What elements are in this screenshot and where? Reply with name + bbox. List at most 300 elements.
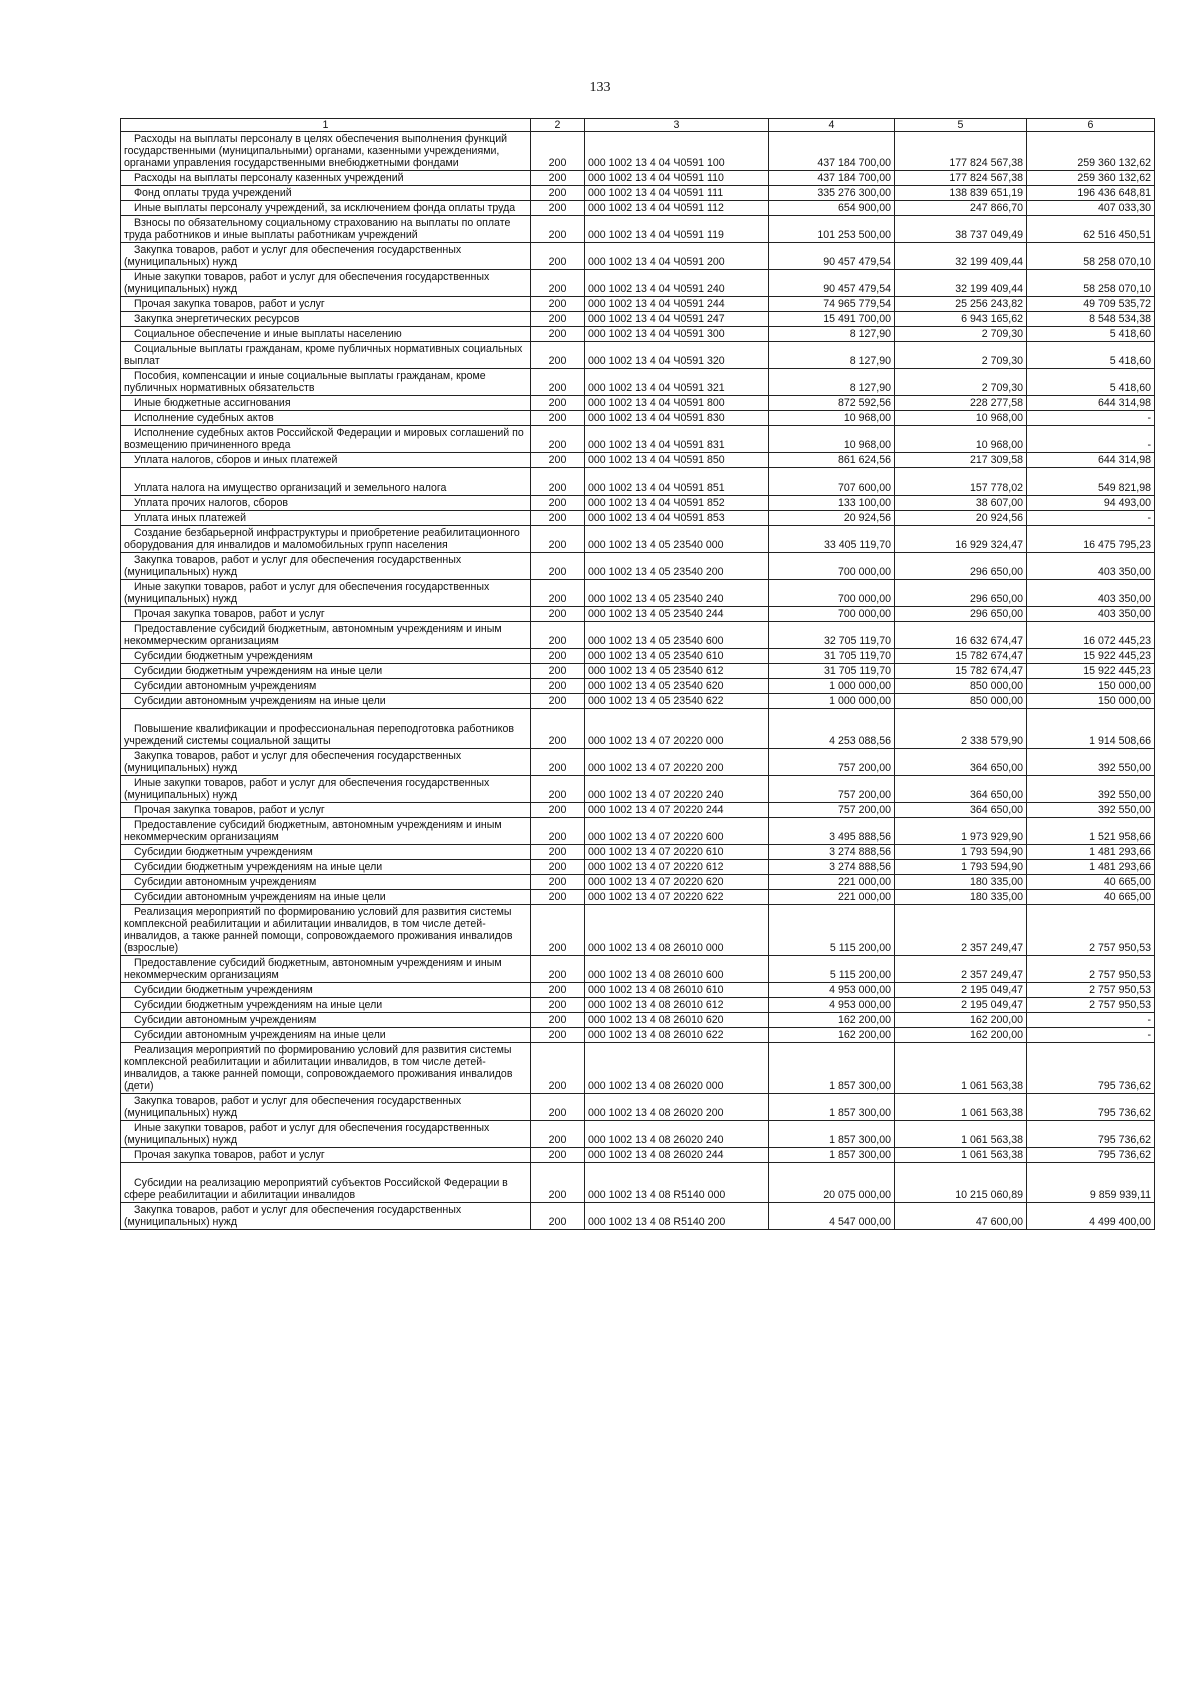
row-executed-amount: 2 338 579,90 (895, 709, 1027, 749)
row-line-code: 200 (531, 201, 585, 216)
row-line-code: 200 (531, 526, 585, 553)
row-remaining-amount: 795 736,62 (1027, 1121, 1155, 1148)
row-line-code: 200 (531, 1094, 585, 1121)
row-description: Прочая закупка товаров, работ и услуг (121, 803, 531, 818)
row-remaining-amount: 644 314,98 (1027, 453, 1155, 468)
row-approved-amount: 90 457 479,54 (769, 270, 895, 297)
row-description: Иные выплаты персоналу учреждений, за исключением фонда оплаты труда (121, 201, 531, 216)
column-header: 1 (121, 119, 531, 132)
row-approved-amount: 32 705 119,70 (769, 622, 895, 649)
table-row (121, 694, 1155, 709)
row-line-code: 200 (531, 396, 585, 411)
table-row (121, 803, 1155, 818)
row-budget-code: 000 1002 13 4 05 23540 244 (585, 607, 769, 622)
table-row (121, 845, 1155, 860)
table-row (121, 983, 1155, 998)
row-remaining-amount: 1 481 293,66 (1027, 860, 1155, 875)
table-row (121, 553, 1155, 580)
row-line-code: 200 (531, 1028, 585, 1043)
table-row (121, 369, 1155, 396)
row-executed-amount: 1 793 594,90 (895, 845, 1027, 860)
row-budget-code: 000 1002 13 4 08 R5140 200 (585, 1203, 769, 1230)
row-budget-code: 000 1002 13 4 08 26020 000 (585, 1043, 769, 1094)
row-budget-code: 000 1002 13 4 08 26010 620 (585, 1013, 769, 1028)
row-approved-amount: 3 495 888,56 (769, 818, 895, 845)
row-executed-amount: 296 650,00 (895, 580, 1027, 607)
row-description: Закупка товаров, работ и услуг для обеспечения государственных (муниципальных) нужд (121, 1203, 531, 1230)
row-line-code: 200 (531, 694, 585, 709)
row-line-code: 200 (531, 1163, 585, 1203)
row-budget-code: 000 1002 13 4 08 26010 600 (585, 956, 769, 983)
row-budget-code: 000 1002 13 4 05 23540 612 (585, 664, 769, 679)
table-row (121, 749, 1155, 776)
row-executed-amount: 217 309,58 (895, 453, 1027, 468)
row-description: Социальные выплаты гражданам, кроме публичных нормативных социальных выплат (121, 342, 531, 369)
row-description: Закупка товаров, работ и услуг для обеспечения государственных (муниципальных) нужд (121, 243, 531, 270)
row-line-code: 200 (531, 453, 585, 468)
row-approved-amount: 162 200,00 (769, 1028, 895, 1043)
row-remaining-amount: 16 475 795,23 (1027, 526, 1155, 553)
row-line-code: 200 (531, 649, 585, 664)
row-remaining-amount: 94 493,00 (1027, 496, 1155, 511)
row-executed-amount: 850 000,00 (895, 679, 1027, 694)
row-description: Прочая закупка товаров, работ и услуг (121, 1148, 531, 1163)
row-executed-amount: 2 709,30 (895, 327, 1027, 342)
table-row (121, 998, 1155, 1013)
row-remaining-amount: 2 757 950,53 (1027, 983, 1155, 998)
row-budget-code: 000 1002 13 4 07 20220 612 (585, 860, 769, 875)
row-budget-code: 000 1002 13 4 04 Ч0591 800 (585, 396, 769, 411)
row-line-code: 200 (531, 426, 585, 453)
row-approved-amount: 4 953 000,00 (769, 998, 895, 1013)
row-remaining-amount: 795 736,62 (1027, 1094, 1155, 1121)
row-budget-code: 000 1002 13 4 04 Ч0591 852 (585, 496, 769, 511)
row-remaining-amount: 40 665,00 (1027, 875, 1155, 890)
row-approved-amount: 654 900,00 (769, 201, 895, 216)
row-line-code: 200 (531, 749, 585, 776)
row-line-code: 200 (531, 664, 585, 679)
row-approved-amount: 1 857 300,00 (769, 1043, 895, 1094)
table-row (121, 270, 1155, 297)
table-row (121, 1148, 1155, 1163)
row-line-code: 200 (531, 709, 585, 749)
row-description: Уплата налога на имущество организаций и земельного налога (121, 468, 531, 496)
table-row (121, 132, 1155, 171)
row-description: Закупка энергетических ресурсов (121, 312, 531, 327)
row-approved-amount: 20 924,56 (769, 511, 895, 526)
row-remaining-amount: 2 757 950,53 (1027, 905, 1155, 956)
row-budget-code: 000 1002 13 4 04 Ч0591 111 (585, 186, 769, 201)
row-executed-amount: 180 335,00 (895, 890, 1027, 905)
row-line-code: 200 (531, 860, 585, 875)
row-remaining-amount: - (1027, 1028, 1155, 1043)
row-line-code: 200 (531, 622, 585, 649)
row-executed-amount: 2 357 249,47 (895, 956, 1027, 983)
row-executed-amount: 1 061 563,38 (895, 1043, 1027, 1094)
row-description: Уплата иных платежей (121, 511, 531, 526)
row-line-code: 200 (531, 243, 585, 270)
row-description: Предоставление субсидий бюджетным, автономным учреждениям и иным некоммерческим организациям (121, 622, 531, 649)
row-executed-amount: 296 650,00 (895, 607, 1027, 622)
row-remaining-amount: 2 757 950,53 (1027, 956, 1155, 983)
row-budget-code: 000 1002 13 4 08 26010 000 (585, 905, 769, 956)
row-approved-amount: 133 100,00 (769, 496, 895, 511)
table-row (121, 453, 1155, 468)
row-approved-amount: 74 965 779,54 (769, 297, 895, 312)
row-line-code: 200 (531, 327, 585, 342)
row-line-code: 200 (531, 270, 585, 297)
row-line-code: 200 (531, 1043, 585, 1094)
row-description: Иные закупки товаров, работ и услуг для обеспечения государственных (муниципальных) нужд (121, 580, 531, 607)
row-remaining-amount: 40 665,00 (1027, 890, 1155, 905)
row-remaining-amount: 403 350,00 (1027, 607, 1155, 622)
row-budget-code: 000 1002 13 4 04 Ч0591 247 (585, 312, 769, 327)
row-description: Субсидии бюджетным учреждениям (121, 845, 531, 860)
row-remaining-amount: 795 736,62 (1027, 1148, 1155, 1163)
table-row (121, 580, 1155, 607)
page-number: 133 (589, 80, 611, 95)
table-row (121, 171, 1155, 186)
row-remaining-amount: 259 360 132,62 (1027, 132, 1155, 171)
row-executed-amount: 16 632 674,47 (895, 622, 1027, 649)
row-executed-amount: 1 793 594,90 (895, 860, 1027, 875)
row-description: Закупка товаров, работ и услуг для обеспечения государственных (муниципальных) нужд (121, 553, 531, 580)
row-budget-code: 000 1002 13 4 08 26020 200 (585, 1094, 769, 1121)
row-approved-amount: 1 857 300,00 (769, 1094, 895, 1121)
row-budget-code: 000 1002 13 4 05 23540 620 (585, 679, 769, 694)
row-approved-amount: 162 200,00 (769, 1013, 895, 1028)
row-line-code: 200 (531, 369, 585, 396)
row-approved-amount: 437 184 700,00 (769, 132, 895, 171)
row-description: Фонд оплаты труда учреждений (121, 186, 531, 201)
row-budget-code: 000 1002 13 4 04 Ч0591 112 (585, 201, 769, 216)
row-executed-amount: 10 215 060,89 (895, 1163, 1027, 1203)
row-approved-amount: 861 624,56 (769, 453, 895, 468)
column-header: 4 (769, 119, 895, 132)
row-budget-code: 000 1002 13 4 07 20220 000 (585, 709, 769, 749)
row-budget-code: 000 1002 13 4 07 20220 600 (585, 818, 769, 845)
table-row (121, 396, 1155, 411)
row-budget-code: 000 1002 13 4 04 Ч0591 321 (585, 369, 769, 396)
table-row (121, 607, 1155, 622)
row-executed-amount: 15 782 674,47 (895, 649, 1027, 664)
row-budget-code: 000 1002 13 4 05 23540 622 (585, 694, 769, 709)
row-line-code: 200 (531, 607, 585, 622)
row-approved-amount: 10 968,00 (769, 426, 895, 453)
table-row (121, 956, 1155, 983)
table-row (121, 1121, 1155, 1148)
row-executed-amount: 10 968,00 (895, 426, 1027, 453)
row-line-code: 200 (531, 312, 585, 327)
row-budget-code: 000 1002 13 4 04 Ч0591 851 (585, 468, 769, 496)
table-row (121, 1028, 1155, 1043)
row-description: Повышение квалификации и профессиональная переподготовка работников учреждений системы социальной защиты (121, 709, 531, 749)
row-remaining-amount: 58 258 070,10 (1027, 243, 1155, 270)
row-approved-amount: 1 000 000,00 (769, 679, 895, 694)
row-description: Субсидии бюджетным учреждениям на иные цели (121, 998, 531, 1013)
row-executed-amount: 32 199 409,44 (895, 270, 1027, 297)
row-executed-amount: 157 778,02 (895, 468, 1027, 496)
row-budget-code: 000 1002 13 4 08 26020 240 (585, 1121, 769, 1148)
row-line-code: 200 (531, 679, 585, 694)
table-row (121, 327, 1155, 342)
row-remaining-amount: 9 859 939,11 (1027, 1163, 1155, 1203)
row-line-code: 200 (531, 1148, 585, 1163)
row-budget-code: 000 1002 13 4 07 20220 620 (585, 875, 769, 890)
row-remaining-amount: 5 418,60 (1027, 342, 1155, 369)
row-budget-code: 000 1002 13 4 04 Ч0591 853 (585, 511, 769, 526)
row-approved-amount: 5 115 200,00 (769, 956, 895, 983)
row-executed-amount: 1 061 563,38 (895, 1094, 1027, 1121)
row-executed-amount: 162 200,00 (895, 1028, 1027, 1043)
row-description: Субсидии бюджетным учреждениям на иные цели (121, 664, 531, 679)
row-budget-code: 000 1002 13 4 07 20220 244 (585, 803, 769, 818)
row-approved-amount: 5 115 200,00 (769, 905, 895, 956)
row-approved-amount: 221 000,00 (769, 890, 895, 905)
row-executed-amount: 2 195 049,47 (895, 983, 1027, 998)
row-remaining-amount: 5 418,60 (1027, 369, 1155, 396)
row-description: Субсидии на реализацию мероприятий субъектов Российской Федерации в сфере реабилитации и абилитации инвалидов (121, 1163, 531, 1203)
table-row (121, 411, 1155, 426)
row-approved-amount: 20 075 000,00 (769, 1163, 895, 1203)
row-executed-amount: 177 824 567,38 (895, 132, 1027, 171)
row-line-code: 200 (531, 132, 585, 171)
row-budget-code: 000 1002 13 4 04 Ч0591 850 (585, 453, 769, 468)
row-approved-amount: 10 968,00 (769, 411, 895, 426)
table-row (121, 426, 1155, 453)
row-approved-amount: 3 274 888,56 (769, 845, 895, 860)
row-remaining-amount: 196 436 648,81 (1027, 186, 1155, 201)
row-description: Прочая закупка товаров, работ и услуг (121, 607, 531, 622)
row-budget-code: 000 1002 13 4 04 Ч0591 200 (585, 243, 769, 270)
column-header: 6 (1027, 119, 1155, 132)
row-executed-amount: 850 000,00 (895, 694, 1027, 709)
row-approved-amount: 757 200,00 (769, 803, 895, 818)
table-row (121, 664, 1155, 679)
row-line-code: 200 (531, 342, 585, 369)
row-remaining-amount: - (1027, 1013, 1155, 1028)
row-remaining-amount: 392 550,00 (1027, 776, 1155, 803)
row-remaining-amount: 4 499 400,00 (1027, 1203, 1155, 1230)
row-budget-code: 000 1002 13 4 05 23540 600 (585, 622, 769, 649)
row-approved-amount: 8 127,90 (769, 327, 895, 342)
table-row (121, 1043, 1155, 1094)
row-approved-amount: 8 127,90 (769, 369, 895, 396)
table-row (121, 875, 1155, 890)
row-description: Субсидии бюджетным учреждениям (121, 983, 531, 998)
row-executed-amount: 180 335,00 (895, 875, 1027, 890)
row-description: Закупка товаров, работ и услуг для обеспечения государственных (муниципальных) нужд (121, 749, 531, 776)
row-description: Иные закупки товаров, работ и услуг для обеспечения государственных (муниципальных) нужд (121, 776, 531, 803)
column-header: 2 (531, 119, 585, 132)
row-line-code: 200 (531, 845, 585, 860)
row-approved-amount: 4 953 000,00 (769, 983, 895, 998)
row-approved-amount: 8 127,90 (769, 342, 895, 369)
row-approved-amount: 335 276 300,00 (769, 186, 895, 201)
row-description: Создание безбарьерной инфраструктуры и приобретение реабилитационного оборудования для инвалидов и маломобильных групп населения (121, 526, 531, 553)
row-budget-code: 000 1002 13 4 04 Ч0591 830 (585, 411, 769, 426)
row-approved-amount: 437 184 700,00 (769, 171, 895, 186)
row-remaining-amount: 259 360 132,62 (1027, 171, 1155, 186)
row-description: Субсидии автономным учреждениям (121, 875, 531, 890)
row-approved-amount: 221 000,00 (769, 875, 895, 890)
row-description: Реализация мероприятий по формированию условий для развития системы комплексной реабилитации и абилитации инвалидов, в том числе детей-инвалидов, а также ранней помощи, сопровождаемого проживания инвалидов (взрослые) (121, 905, 531, 956)
row-executed-amount: 1 061 563,38 (895, 1148, 1027, 1163)
row-executed-amount: 20 924,56 (895, 511, 1027, 526)
row-remaining-amount: 403 350,00 (1027, 580, 1155, 607)
row-budget-code: 000 1002 13 4 04 Ч0591 320 (585, 342, 769, 369)
table-row (121, 216, 1155, 243)
row-line-code: 200 (531, 1013, 585, 1028)
row-remaining-amount: 62 516 450,51 (1027, 216, 1155, 243)
row-executed-amount: 364 650,00 (895, 776, 1027, 803)
row-approved-amount: 4 253 088,56 (769, 709, 895, 749)
row-budget-code: 000 1002 13 4 08 26010 612 (585, 998, 769, 1013)
row-description: Расходы на выплаты персоналу в целях обеспечения выполнения функций государственными (муниципальными) органами, казенными учреждениями, органами управления государственными внебюджетными фондами (121, 132, 531, 171)
row-description: Взносы по обязательному социальному страхованию на выплаты по оплате труда работников и иные выплаты работникам учреждений (121, 216, 531, 243)
row-executed-amount: 38 737 049,49 (895, 216, 1027, 243)
row-description: Иные бюджетные ассигнования (121, 396, 531, 411)
table-row (121, 186, 1155, 201)
table-row (121, 1013, 1155, 1028)
row-executed-amount: 16 929 324,47 (895, 526, 1027, 553)
row-remaining-amount: 16 072 445,23 (1027, 622, 1155, 649)
row-approved-amount: 700 000,00 (769, 607, 895, 622)
row-remaining-amount: 5 418,60 (1027, 327, 1155, 342)
row-budget-code: 000 1002 13 4 05 23540 000 (585, 526, 769, 553)
row-line-code: 200 (531, 496, 585, 511)
table-row (121, 312, 1155, 327)
row-executed-amount: 228 277,58 (895, 396, 1027, 411)
row-executed-amount: 2 357 249,47 (895, 905, 1027, 956)
row-description: Исполнение судебных актов Российской Федерации и мировых соглашений по возмещению причиненного вреда (121, 426, 531, 453)
table-row (121, 890, 1155, 905)
row-budget-code: 000 1002 13 4 04 Ч0591 300 (585, 327, 769, 342)
table-row (121, 297, 1155, 312)
table-row (121, 342, 1155, 369)
row-line-code: 200 (531, 803, 585, 818)
table-row (121, 709, 1155, 749)
row-line-code: 200 (531, 905, 585, 956)
row-approved-amount: 101 253 500,00 (769, 216, 895, 243)
table-row (121, 511, 1155, 526)
row-description: Субсидии бюджетным учреждениям (121, 649, 531, 664)
row-executed-amount: 6 943 165,62 (895, 312, 1027, 327)
row-remaining-amount: 2 757 950,53 (1027, 998, 1155, 1013)
row-executed-amount: 38 607,00 (895, 496, 1027, 511)
row-remaining-amount: 8 548 534,38 (1027, 312, 1155, 327)
column-header: 5 (895, 119, 1027, 132)
row-line-code: 200 (531, 890, 585, 905)
row-executed-amount: 32 199 409,44 (895, 243, 1027, 270)
row-description: Расходы на выплаты персоналу казенных учреждений (121, 171, 531, 186)
row-executed-amount: 247 866,70 (895, 201, 1027, 216)
row-description: Уплата налогов, сборов и иных платежей (121, 453, 531, 468)
table-row (121, 818, 1155, 845)
row-remaining-amount: 392 550,00 (1027, 749, 1155, 776)
table-body (121, 132, 1155, 1230)
row-approved-amount: 757 200,00 (769, 749, 895, 776)
row-budget-code: 000 1002 13 4 08 R5140 000 (585, 1163, 769, 1203)
row-remaining-amount: 1 914 508,66 (1027, 709, 1155, 749)
row-line-code: 200 (531, 580, 585, 607)
row-remaining-amount: 1 481 293,66 (1027, 845, 1155, 860)
row-remaining-amount: 644 314,98 (1027, 396, 1155, 411)
row-budget-code: 000 1002 13 4 07 20220 240 (585, 776, 769, 803)
table-row (121, 496, 1155, 511)
row-line-code: 200 (531, 186, 585, 201)
row-budget-code: 000 1002 13 4 08 26010 622 (585, 1028, 769, 1043)
row-executed-amount: 25 256 243,82 (895, 297, 1027, 312)
table-row (121, 526, 1155, 553)
row-remaining-amount: 392 550,00 (1027, 803, 1155, 818)
row-executed-amount: 15 782 674,47 (895, 664, 1027, 679)
table-row (121, 622, 1155, 649)
row-description: Субсидии автономным учреждениям (121, 679, 531, 694)
row-description: Субсидии автономным учреждениям на иные цели (121, 890, 531, 905)
row-executed-amount: 1 061 563,38 (895, 1121, 1027, 1148)
row-executed-amount: 162 200,00 (895, 1013, 1027, 1028)
row-executed-amount: 296 650,00 (895, 553, 1027, 580)
row-budget-code: 000 1002 13 4 05 23540 200 (585, 553, 769, 580)
row-line-code: 200 (531, 776, 585, 803)
row-remaining-amount: 1 521 958,66 (1027, 818, 1155, 845)
row-description: Субсидии автономным учреждениям на иные цели (121, 694, 531, 709)
row-description: Предоставление субсидий бюджетным, автономным учреждениям и иным некоммерческим организациям (121, 956, 531, 983)
row-executed-amount: 10 968,00 (895, 411, 1027, 426)
row-description: Исполнение судебных актов (121, 411, 531, 426)
row-budget-code: 000 1002 13 4 08 26020 244 (585, 1148, 769, 1163)
row-executed-amount: 177 824 567,38 (895, 171, 1027, 186)
row-remaining-amount: 150 000,00 (1027, 679, 1155, 694)
row-budget-code: 000 1002 13 4 07 20220 610 (585, 845, 769, 860)
row-description: Реализация мероприятий по формированию условий для развития системы комплексной реабилитации и абилитации инвалидов, в том числе детей-инвалидов, а также ранней помощи, сопровождаемого проживания инвалидов (дети) (121, 1043, 531, 1094)
row-line-code: 200 (531, 1121, 585, 1148)
table-row (121, 649, 1155, 664)
row-executed-amount: 2 709,30 (895, 369, 1027, 396)
table-row (121, 1163, 1155, 1203)
row-executed-amount: 2 709,30 (895, 342, 1027, 369)
row-executed-amount: 138 839 651,19 (895, 186, 1027, 201)
row-description: Иные закупки товаров, работ и услуг для обеспечения государственных (муниципальных) нужд (121, 1121, 531, 1148)
row-description: Прочая закупка товаров, работ и услуг (121, 297, 531, 312)
row-approved-amount: 31 705 119,70 (769, 664, 895, 679)
table-row (121, 1094, 1155, 1121)
row-line-code: 200 (531, 818, 585, 845)
row-approved-amount: 700 000,00 (769, 580, 895, 607)
table-header-row (121, 119, 1155, 132)
table-row (121, 468, 1155, 496)
row-line-code: 200 (531, 875, 585, 890)
row-remaining-amount: - (1027, 511, 1155, 526)
row-line-code: 200 (531, 216, 585, 243)
row-line-code: 200 (531, 171, 585, 186)
budget-table (120, 118, 1155, 1230)
row-budget-code: 000 1002 13 4 04 Ч0591 240 (585, 270, 769, 297)
row-executed-amount: 2 195 049,47 (895, 998, 1027, 1013)
table-row (121, 243, 1155, 270)
row-approved-amount: 1 857 300,00 (769, 1148, 895, 1163)
row-remaining-amount: 403 350,00 (1027, 553, 1155, 580)
row-remaining-amount: - (1027, 426, 1155, 453)
row-description: Предоставление субсидий бюджетным, автономным учреждениям и иным некоммерческим организациям (121, 818, 531, 845)
table-row (121, 201, 1155, 216)
row-budget-code: 000 1002 13 4 08 26010 610 (585, 983, 769, 998)
row-approved-amount: 1 857 300,00 (769, 1121, 895, 1148)
row-budget-code: 000 1002 13 4 04 Ч0591 831 (585, 426, 769, 453)
row-approved-amount: 700 000,00 (769, 553, 895, 580)
row-approved-amount: 3 274 888,56 (769, 860, 895, 875)
